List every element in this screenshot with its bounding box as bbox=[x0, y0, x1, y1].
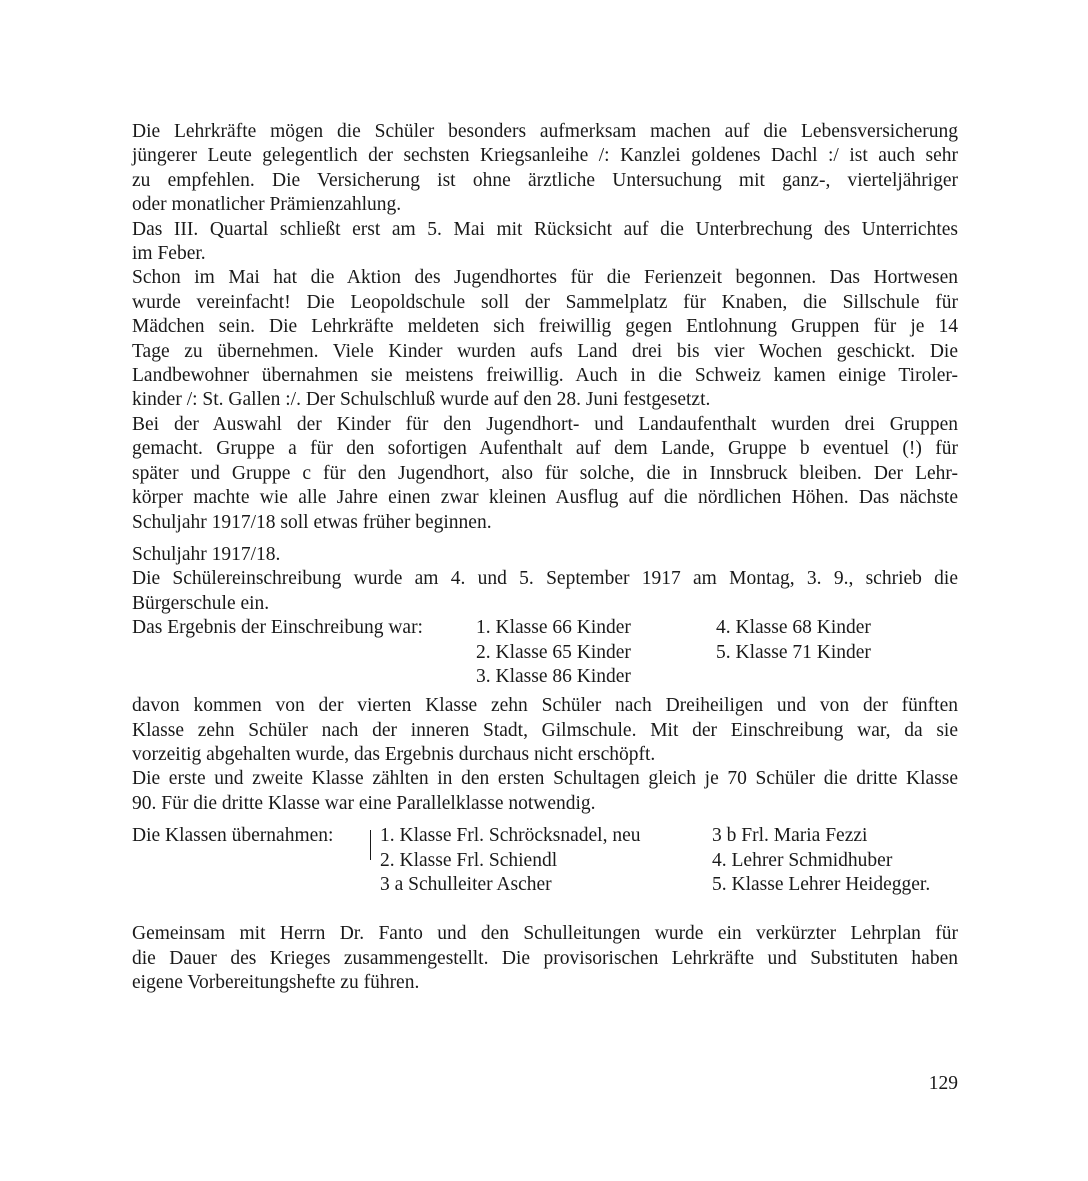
paragraph-life-insurance bbox=[132, 120, 958, 218]
page-body bbox=[132, 120, 958, 995]
paragraph-transfers bbox=[132, 694, 958, 767]
assignment-item: 3 a Schulleiter Ascher bbox=[380, 873, 552, 895]
text-line: kinder /: St. Gallen :/. Der Schulschluß wurde auf den 28. Juni festgesetzt. bbox=[132, 389, 711, 411]
text-line: später und Gruppe c für den Jugendhort, also für solche, die in Innsbruck bleiben. Der Lehr- bbox=[132, 462, 958, 484]
text-line: Bei der Auswahl der Kinder für den Jugendhort- und Landaufenthalt wurden drei Gruppen bbox=[132, 413, 958, 435]
text-line: Klasse zehn Schüler nach der inneren Stadt, Gilmschule. Mit der Einschreibung war, da sie bbox=[132, 719, 958, 741]
assignment-item: 1. Klasse Frl. Schröcksnadel, neu bbox=[380, 825, 641, 847]
enrollment-item: 2. Klasse 65 Kinder bbox=[476, 641, 631, 663]
assignment-item: 2. Klasse Frl. Schiendl bbox=[380, 849, 558, 871]
bracket-mark bbox=[370, 830, 373, 860]
paragraph-youth-center bbox=[132, 266, 958, 412]
paragraph-groups bbox=[132, 413, 958, 535]
text-line: Bürgerschule ein. bbox=[132, 592, 270, 614]
enrollment-column-2 bbox=[716, 616, 871, 665]
text-line: Landbewohner übernahmen sie meistens freiwillig. Auch in die Schweiz kamen einige Tiroler- bbox=[132, 365, 958, 387]
enrollment-item: 4. Klasse 68 Kinder bbox=[716, 617, 871, 639]
assignment-item: 3 b Frl. Maria Fezzi bbox=[712, 825, 868, 847]
text-line: vorzeitig abgehalten wurde, das Ergebnis durchaus nicht erschöpft. bbox=[132, 743, 656, 765]
text-line: körper machte wie alle Jahre einen zwar kleinen Ausflug auf die nördlichen Höhen. Das nächste bbox=[132, 487, 958, 509]
text-line: zu empfehlen. Die Versicherung ist ohne ärztliche Untersuchung mit ganz-, vierteljähriger bbox=[132, 169, 958, 191]
paragraph-quarter-end bbox=[132, 218, 958, 267]
text-line: Schuljahr 1917/18 soll etwas früher beginnen. bbox=[132, 511, 492, 533]
text-line: davon kommen von der vierten Klasse zehn Schüler nach Dreiheiligen und von der fünften bbox=[132, 695, 958, 717]
assignments-lead: Die Klassen übernahmen: bbox=[132, 825, 334, 847]
section-heading bbox=[132, 543, 958, 567]
text-line: Schon im Mai hat die Aktion des Jugendhortes für die Ferienzeit begonnen. Das Hortwesen bbox=[132, 267, 958, 289]
assignments-column-2 bbox=[712, 824, 930, 897]
text-line: Mädchen sein. Die Lehrkräfte meldeten sich freiwillig gegen Entlohnung Gruppen für je 14 bbox=[132, 316, 958, 338]
assignment-item: 4. Lehrer Schmidhuber bbox=[712, 849, 893, 871]
text-line: Tage zu übernehmen. Viele Kinder wurden aufs Land drei bis vier Wochen geschickt. Die bbox=[132, 340, 958, 362]
text-line: Die Schülereinschreibung wurde am 4. und 5. September 1917 am Montag, 3. 9., schrieb die bbox=[132, 568, 958, 590]
assignments-column-1 bbox=[380, 824, 641, 897]
text-line: im Feber. bbox=[132, 243, 206, 265]
text-line: gemacht. Gruppe a für den sofortigen Aufenthalt auf dem Lande, Gruppe b eventuel (!) für bbox=[132, 438, 958, 460]
class-assignments bbox=[132, 824, 958, 898]
paragraph-curriculum bbox=[132, 922, 958, 995]
text-line: die Dauer des Krieges zusammengestellt. Die provisorischen Lehrkräfte und Substituten haben bbox=[132, 947, 958, 969]
text-line: Das III. Quartal schließt erst am 5. Mai mit Rücksicht auf die Unterbrechung des Unterrichtes bbox=[132, 218, 958, 240]
enrollment-item: 3. Klasse 86 Kinder bbox=[476, 665, 631, 687]
page-number: 129 bbox=[928, 1073, 958, 1094]
enrollment-item: 5. Klasse 71 Kinder bbox=[716, 641, 871, 663]
paragraph-registration bbox=[132, 567, 958, 616]
text-line: wurde vereinfacht! Die Leopoldschule soll der Sammelplatz für Knaben, die Sillschule für bbox=[132, 291, 958, 313]
section-title: Schuljahr 1917/18. bbox=[132, 543, 281, 565]
text-line: Die erste und zweite Klasse zählten in den ersten Schultagen gleich je 70 Schüler die dritte Klasse bbox=[132, 768, 958, 790]
assignment-item: 5. Klasse Lehrer Heidegger. bbox=[712, 873, 931, 895]
enrollment-item: 1. Klasse 66 Kinder bbox=[476, 617, 631, 639]
text-line: jüngerer Leute gelegentlich der sechsten Kriegsanleihe /: Kanzlei goldenes Dachl :/ ist auch sehr bbox=[132, 145, 958, 167]
text-line: 90. Für die dritte Klasse war eine Parallelklasse notwendig. bbox=[132, 792, 596, 814]
text-line: eigene Vorbereitungshefte zu führen. bbox=[132, 971, 420, 993]
paragraph-class-sizes bbox=[132, 767, 958, 816]
enrollment-lead: Das Ergebnis der Einschreibung war: bbox=[132, 617, 423, 639]
enrollment-results bbox=[132, 616, 958, 690]
text-line: Gemeinsam mit Herrn Dr. Fanto und den Schulleitungen wurde ein verkürzter Lehrplan für bbox=[132, 923, 958, 945]
enrollment-column-1 bbox=[476, 616, 631, 689]
text-line: oder monatlicher Prämienzahlung. bbox=[132, 194, 402, 216]
text-line: Die Lehrkräfte mögen die Schüler besonders aufmerksam machen auf die Lebensversicherung bbox=[132, 121, 958, 142]
